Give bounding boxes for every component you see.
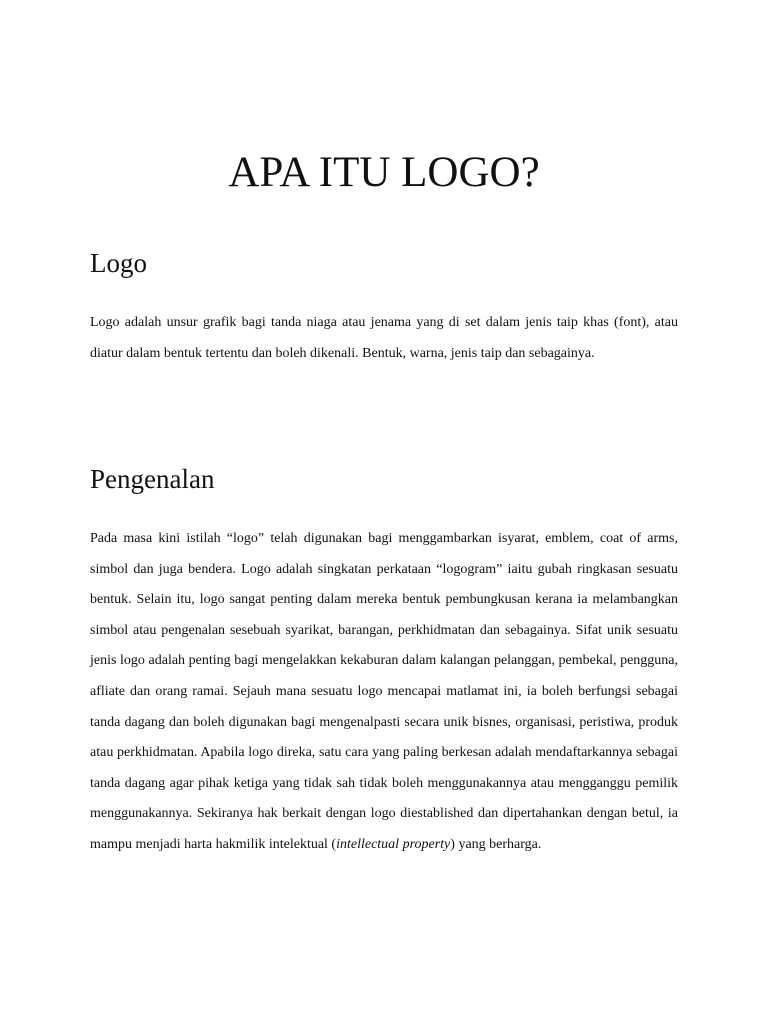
page-title: APA ITU LOGO? bbox=[228, 149, 540, 196]
document-page bbox=[90, 0, 678, 1024]
paragraph-pengenalan-main: Pada masa kini istilah “logo” telah digunakan bagi menggambarkan isyarat, emblem, coat of arms, simbol dan juga bendera. Logo adalah singkatan perkataan “logogram” iaitu gubah ringkasan sesuatu bentuk. Selain itu, logo sangat penting dalam mereka bentuk pembungkusan kerana ia melambangkan simbol atau pengenalan sesebuah syarikat, barangan, perkhidmatan dan sebagainya. Sifat unik sesuatu jenis logo adalah penting bagi mengelakkan kekaburan dalam kalangan pelanggan, pembekal, pengguna, afliate dan orang ramai. Sejauh mana sesuatu logo mencapai matlamat ini, ia boleh berfungsi sebagai tanda dagang dan boleh digunakan bagi mengenalpasti secara unik bisnes, organisasi, peristiwa, produk atau perkhidmatan. Apabila logo direka, satu cara yang paling berkesan adalah mendaftarkannya sebagai tanda dagang agar pihak ketiga yang tidak sah tidak boleh menggunakannya atau mengganggu pemilik menggunakannya. Sekiranya hak berkait dengan logo diestablished dan dipertahankan dengan betul, ia mampu menjadi harta hakmilik intelektual ( bbox=[90, 531, 678, 852]
section-heading-logo: Logo bbox=[90, 248, 147, 278]
paragraph-pengenalan bbox=[90, 524, 678, 861]
paragraph-pengenalan-end: ) yang berharga. bbox=[450, 836, 542, 852]
paragraph-pengenalan-italic: intellectual property bbox=[336, 836, 451, 852]
paragraph-logo: Logo adalah unsur grafik bagi tanda niaga atau jenama yang di set dalam jenis taip khas (font), atau diatur dalam bentuk tertentu dan boleh dikenali. Bentuk, warna, jenis taip dan sebagainya. bbox=[90, 315, 678, 361]
section-heading-pengenalan: Pengenalan bbox=[90, 464, 215, 494]
